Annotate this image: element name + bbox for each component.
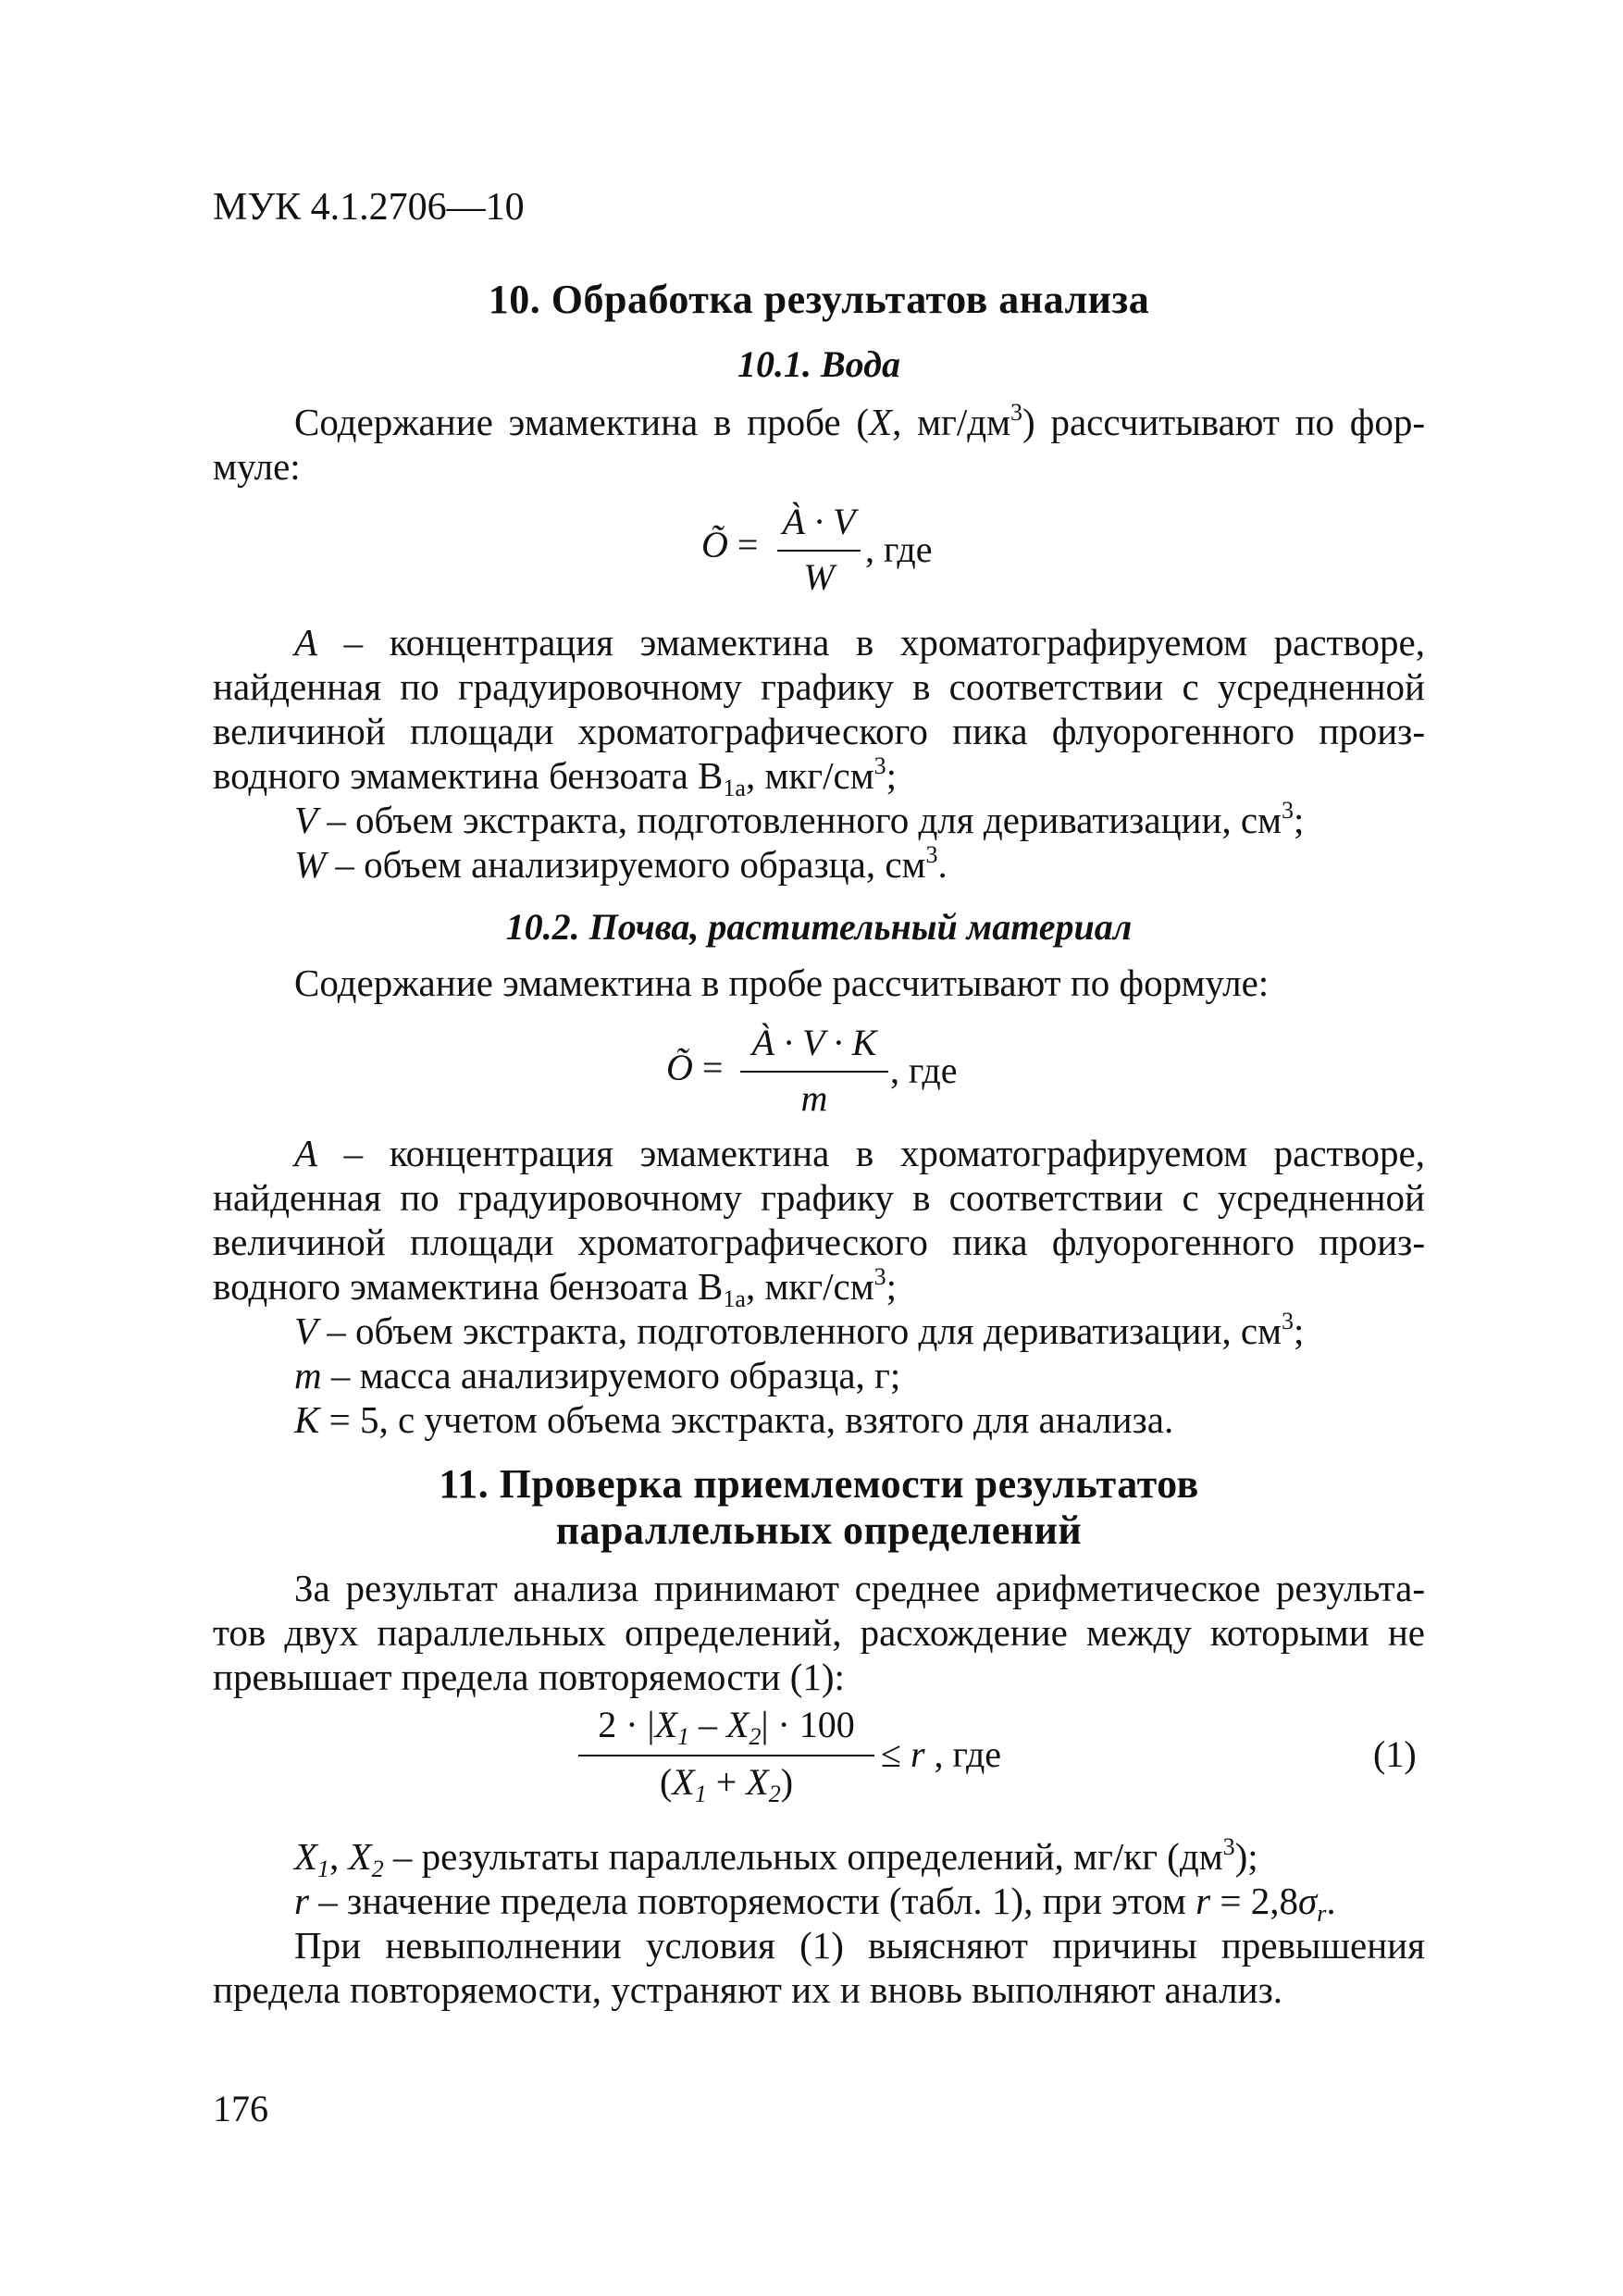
s10-1-a-line3: величиной площади хроматографического пика флуорогенного произ- bbox=[213, 710, 1425, 752]
s10-1-a-line1: A – концентрация эмамектина в хроматографируемом растворе, bbox=[294, 621, 1425, 664]
formula-3-number: (1) bbox=[1373, 1733, 1417, 1775]
formula-3-bar bbox=[578, 1755, 874, 1756]
s10-1-w-line: W – объем анализируемого образца, $см^3$. bbox=[294, 841, 948, 886]
formula-1-numerator: À · V bbox=[782, 501, 856, 542]
s11-r-line: r – значение предела повторяемости (табл. 1), при этом $r = 2,8\sigma_r$. bbox=[294, 1880, 1336, 1927]
s10-2-a-line2: найденная по градуировочному графику в соответствии с усредненной bbox=[213, 1176, 1425, 1219]
subsection-10-2-title: 10.2. Почва, растительный материал bbox=[505, 906, 1133, 948]
s11-p2-line2: предела повторяемости, устраняют их и вновь выполняют анализ. bbox=[213, 1968, 1283, 2011]
s10-1-intro-line2: муле: bbox=[213, 445, 301, 488]
formula-3-numerator: $2 \cdot |X_1 - X_2| \cdot 100$ bbox=[598, 1704, 855, 1750]
s10-2-v-line: V – объем экстракта, подготовленного для дериватизации, $см^3$; bbox=[294, 1308, 1305, 1352]
s11-p1-line2: тов двух параллельных определений, расхождение между которыми не bbox=[213, 1611, 1425, 1654]
s10-1-v-line: V – объем экстракта, подготовленного для дериватизации, $см^3$; bbox=[294, 797, 1305, 841]
subsection-10-1-title: 10.1. Вода bbox=[737, 343, 900, 385]
formula-1-tail: , где bbox=[865, 528, 933, 570]
formula-1-denominator: W bbox=[803, 556, 835, 598]
s10-1-intro-line1: Содержание эмамектина в пробе (X, $мг/дм^3$) рассчитывают по фор- bbox=[294, 399, 1425, 443]
section-11-title-line1: 11. Проверка приемлемости результатов bbox=[439, 1461, 1199, 1507]
s10-2-intro: Содержание эмамектина в пробе рассчитывают по формуле: bbox=[294, 962, 1270, 1004]
s10-1-a-line4: водного эмамектина бензоата $B_{1a}$, мкг/$см^3$; bbox=[213, 752, 898, 801]
s10-1-a-line2: найденная по градуировочному графику в соответствии с усредненной bbox=[213, 665, 1425, 708]
formula-3-tail: ≤ r , где bbox=[881, 1733, 1002, 1775]
formula-2-fraction bbox=[740, 1021, 888, 1123]
formula-2-tail: , где bbox=[890, 1049, 958, 1091]
document-code: МУК 4.1.2706—10 bbox=[213, 186, 525, 229]
formula-1-bar bbox=[777, 550, 861, 552]
page-number: 176 bbox=[213, 2088, 268, 2129]
section-11-title-line2: параллельных определений bbox=[555, 1508, 1083, 1553]
formula-3-denominator: $(X_1 + X_2)$ bbox=[659, 1761, 794, 1807]
s10-2-k-line: K = 5, с учетом объема экстракта, взятого для анализа. bbox=[294, 1398, 1174, 1441]
s10-2-a-line4: водного эмамектина бензоата $B_{1a}$, мкг/$см^3$; bbox=[213, 1263, 898, 1312]
s10-2-m-line: m – масса анализируемого образца, г; bbox=[294, 1354, 901, 1396]
formula-2-lhs: Õ = bbox=[666, 1047, 724, 1088]
s11-x-line: $X_1$, $X_2$ – результаты параллельных определений, мг/кг $(дм^3)$; bbox=[294, 1833, 1258, 1882]
formula-1-lhs: Õ = bbox=[701, 524, 759, 565]
s11-p1-line3: превышает предела повторяемости (1): bbox=[213, 1656, 845, 1698]
formula-2-denominator: m bbox=[800, 1077, 828, 1119]
formula-1-fraction bbox=[777, 500, 861, 602]
s11-p2-line1: При невыполнении условия (1) выясняют причины превышения bbox=[294, 1924, 1425, 1967]
s11-p1-line1: За результат анализа принимают среднее арифметическое результа- bbox=[294, 1567, 1425, 1609]
formula-3-fraction bbox=[578, 1703, 874, 1814]
formula-2-bar bbox=[740, 1071, 888, 1073]
s10-2-a-line3: величиной площади хроматографического пика флуорогенного произ- bbox=[213, 1221, 1425, 1263]
s10-2-a-line1: A – концентрация эмамектина в хроматографируемом растворе, bbox=[294, 1132, 1425, 1174]
formula-2-numerator: À · V · K bbox=[751, 1022, 877, 1063]
section-10-title: 10. Обработка результатов анализа bbox=[488, 277, 1150, 322]
